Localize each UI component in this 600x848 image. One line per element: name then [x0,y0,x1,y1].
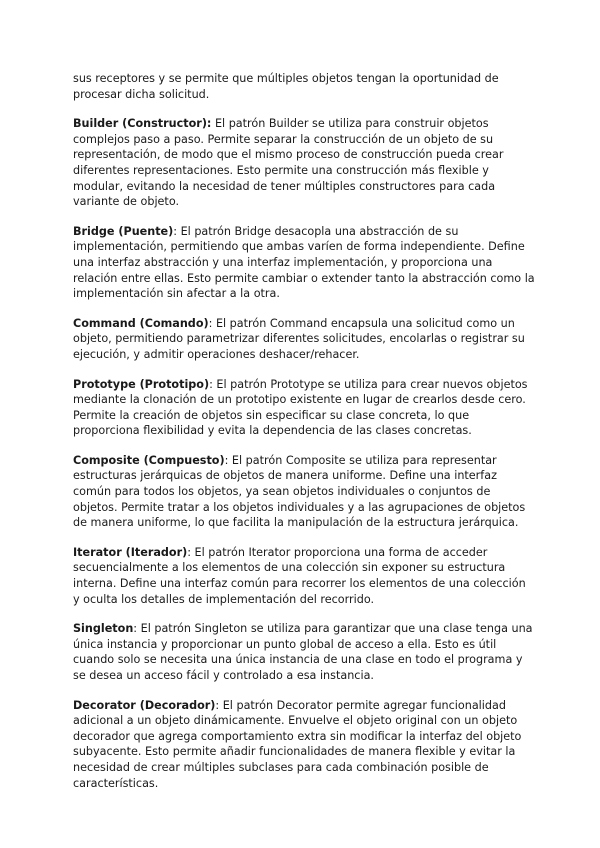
pattern-command [73,316,535,363]
pattern-iterator-description: : El patrón Iterator proporciona una forma de acceder secuencialmente a los elementos de una colección sin exponer su estructura interna. Define una interfaz común para recorrer los elementos de una colección y oculta los detalles de implementación del recorrido. [73,545,526,606]
pattern-iterator [73,545,535,607]
pattern-bridge-term: Bridge (Puente) [73,224,174,238]
pattern-builder [73,116,535,210]
pattern-iterator-term: Iterator (Iterador) [73,545,188,559]
pattern-command-description: : El patrón Command encapsula una solicitud como un objeto, permitiendo parametrizar diferentes solicitudes, encolarlas o registrar su ejecución, y admitir operaciones deshacer/rehacer. [73,316,525,361]
pattern-decorator-term: Decorator (Decorador) [73,698,216,712]
document-page [73,71,535,805]
intro-continuation-text: sus receptores y se permite que múltiples objetos tengan la oportunidad de procesar dicha solicitud. [73,72,499,101]
pattern-command-term: Command (Comando) [73,316,209,330]
intro-continuation [73,71,535,102]
pattern-prototype-term: Prototype (Prototipo) [73,377,210,391]
pattern-singleton-description: : El patrón Singleton se utiliza para garantizar que una clase tenga una única instancia y proporcionar un punto global de acceso a ella. Esto es útil cuando solo se necesita una única instancia de una clase en todo el programa y se desea un acceso fácil y controlado a esa instancia. [73,622,533,682]
pattern-builder-description: El patrón Builder se utiliza para construir objetos complejos paso a paso. Permite separar la construcción de un objeto de su representación, de modo que el mismo proceso de construcción pueda crear diferentes representaciones. Esto permite una construcción más flexible y modular, evitando la necesidad de tener múltiples constructores para cada variante de objeto. [73,117,504,209]
pattern-singleton [73,621,535,683]
pattern-bridge [73,224,535,302]
pattern-composite-term: Composite (Compuesto) [73,453,225,467]
pattern-prototype-description: : El patrón Prototype se utiliza para crear nuevos objetos mediante la clonación de un prototipo existente en lugar de crearlos desde cero. Permite la creación de objetos sin especificar su clase concreta, lo que proporciona flexibilidad y evita la dependencia de las clases concretas. [73,377,528,438]
pattern-composite-description: : El patrón Composite se utiliza para representar estructuras jerárquicas de objetos de manera uniforme. Define una interfaz común para todos los objetos, ya sean objetos individuales o conjuntos de objetos. Permite tratar a los objetos individuales y a las agrupaciones de objetos de manera uniforme, lo que facilita la manipulación de la estructura jerárquica. [73,453,526,530]
pattern-singleton-term: Singleton [73,622,134,636]
pattern-prototype [73,377,535,439]
pattern-builder-term: Builder (Constructor): [73,117,212,131]
pattern-decorator [73,698,535,792]
pattern-composite [73,453,535,531]
pattern-decorator-description: : El patrón Decorator permite agregar funcionalidad adicional a un objeto dinámicamente. Envuelve el objeto original con un objeto decorador que agrega comportamiento extra sin modificar la interfaz del objeto subyacente. Esto permite añadir funcionalidades de manera flexible y evitar la necesidad de crear múltiples subclases para cada combinación posible de características. [73,698,522,790]
pattern-bridge-description: : El patrón Bridge desacopla una abstracción de su implementación, permitiendo que ambas varíen de forma independiente. Define una interfaz abstracción y una interfaz implementación, y proporciona una relación entre ellas. Esto permite cambiar o extender tanto la abstracción como la implementación sin afectar a la otra. [73,224,535,301]
